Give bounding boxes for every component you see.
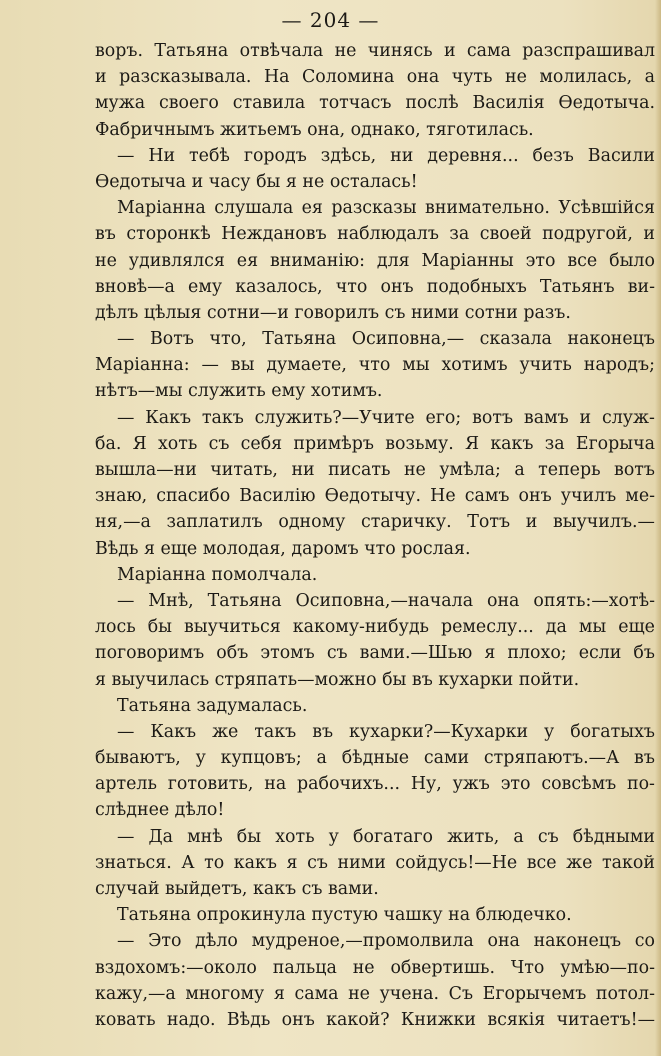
word: ме- bbox=[625, 486, 655, 507]
word: въ bbox=[312, 721, 334, 742]
text-line bbox=[95, 1007, 655, 1033]
text-line bbox=[95, 352, 655, 378]
word: — bbox=[117, 931, 135, 952]
text-line bbox=[95, 614, 655, 640]
word: съ bbox=[537, 826, 559, 847]
word: да bbox=[545, 617, 567, 638]
word: еще bbox=[618, 617, 655, 638]
word: ви- bbox=[627, 276, 655, 297]
word: лось bbox=[95, 617, 136, 638]
word: на bbox=[264, 774, 287, 795]
word: одному bbox=[278, 512, 346, 533]
word: вниманію: bbox=[269, 250, 365, 271]
word: Егорыча bbox=[575, 433, 655, 454]
text-line bbox=[95, 509, 655, 535]
word: деревня... bbox=[427, 145, 519, 166]
text-line bbox=[95, 562, 655, 588]
word: Маріанна bbox=[117, 198, 206, 219]
line-text: слѣднее дѣло! bbox=[95, 800, 225, 821]
word: такой bbox=[602, 852, 655, 873]
word: что bbox=[358, 355, 391, 376]
word: не bbox=[403, 460, 426, 480]
text-line bbox=[95, 536, 655, 562]
page-edge-shadow bbox=[655, 0, 661, 1056]
word: Какъ bbox=[145, 407, 192, 428]
word: пальца bbox=[272, 957, 337, 978]
word: Ну, bbox=[410, 774, 442, 795]
word: слушала bbox=[214, 198, 294, 219]
word: сказала bbox=[479, 329, 552, 350]
word: ковать bbox=[95, 1009, 156, 1030]
word: она bbox=[487, 931, 520, 952]
word: многому bbox=[185, 983, 265, 1004]
word: сама bbox=[466, 41, 511, 61]
word: учена. bbox=[379, 983, 440, 1004]
word: для bbox=[376, 250, 410, 271]
word: она bbox=[406, 67, 440, 88]
word: служить?—Учите bbox=[254, 407, 415, 428]
page-number: — 204 — bbox=[281, 8, 380, 32]
word: бѣдные bbox=[341, 748, 410, 769]
word: Ѳедотыча. bbox=[558, 93, 655, 114]
word: объ bbox=[216, 643, 249, 664]
word: ня,—а bbox=[95, 512, 151, 533]
word: писать bbox=[328, 460, 391, 480]
word: умѣю—по- bbox=[560, 957, 655, 978]
word: старичку. bbox=[361, 512, 452, 533]
text-line bbox=[95, 117, 655, 143]
word: Соломина bbox=[301, 67, 395, 88]
word: хоть bbox=[275, 826, 315, 847]
word: теперь bbox=[538, 460, 601, 480]
word: такъ bbox=[201, 407, 244, 428]
word: молилась, bbox=[539, 67, 633, 88]
line-text: Маріанна помолчала. bbox=[117, 564, 318, 585]
word: Книжки bbox=[400, 1009, 477, 1030]
word: — bbox=[117, 721, 135, 742]
word: ними bbox=[337, 852, 386, 873]
word: вы bbox=[230, 355, 255, 376]
word: это bbox=[500, 774, 531, 795]
word: примѣръ bbox=[293, 433, 374, 454]
word: у bbox=[544, 721, 555, 742]
text-line bbox=[95, 457, 655, 483]
word: ставила bbox=[232, 93, 306, 114]
word: кажу,—а bbox=[95, 983, 176, 1004]
word: наконецъ bbox=[567, 329, 655, 350]
word: воръ. bbox=[95, 41, 143, 61]
word: хоть bbox=[157, 433, 198, 454]
word: ни bbox=[291, 460, 315, 480]
word: самъ bbox=[464, 486, 510, 507]
word: богатыхъ bbox=[570, 721, 655, 742]
word: тотчасъ bbox=[319, 93, 392, 114]
word: Ни bbox=[148, 145, 176, 166]
word: — bbox=[201, 355, 219, 376]
word: умѣла; bbox=[439, 460, 501, 480]
word: бы bbox=[147, 617, 173, 638]
text-line bbox=[95, 221, 655, 247]
word: мнѣ bbox=[187, 826, 223, 847]
word: Татьяна bbox=[262, 329, 337, 350]
word: подругой, bbox=[542, 224, 633, 245]
word: сама bbox=[294, 983, 339, 1004]
word: бѣдными bbox=[572, 826, 655, 847]
word: — bbox=[117, 145, 135, 166]
text-line bbox=[95, 719, 655, 745]
word: сойдусь!—Не bbox=[395, 852, 518, 873]
word: Маріанны bbox=[421, 250, 514, 271]
word: Мнѣ, bbox=[148, 590, 194, 611]
word: На bbox=[263, 67, 290, 88]
word: и bbox=[643, 224, 655, 245]
line-text: случай выйдетъ, какъ съ вами. bbox=[95, 879, 379, 899]
word: купцовъ; bbox=[220, 748, 302, 769]
word: готовить, bbox=[167, 774, 254, 795]
word: не bbox=[348, 983, 370, 1004]
text-line bbox=[95, 378, 655, 404]
word: своей bbox=[479, 224, 532, 245]
word: же bbox=[566, 852, 593, 873]
word: у bbox=[328, 826, 339, 847]
text-line bbox=[95, 300, 655, 326]
text-line bbox=[95, 431, 655, 457]
line-text: нѣтъ—мы служить ему хотимъ. bbox=[95, 381, 383, 402]
text-line bbox=[95, 797, 655, 823]
word: тебѣ bbox=[189, 145, 230, 166]
word: чуть bbox=[451, 67, 493, 88]
word: казалось, bbox=[235, 276, 323, 297]
text-line bbox=[95, 588, 655, 614]
word: училъ bbox=[560, 486, 617, 507]
word: я bbox=[484, 643, 496, 664]
word: разсказы bbox=[331, 198, 417, 219]
word: все bbox=[526, 852, 557, 873]
word: Осиповна,— bbox=[351, 329, 465, 350]
word: у bbox=[195, 748, 206, 769]
word: Что bbox=[510, 957, 545, 978]
text-line bbox=[95, 824, 655, 850]
word: артель bbox=[95, 774, 157, 795]
word: вотъ bbox=[472, 407, 514, 428]
word: стряпаютъ.—А bbox=[483, 748, 620, 769]
word: чинясь bbox=[367, 41, 433, 61]
word: — bbox=[117, 329, 135, 350]
text-line bbox=[95, 876, 655, 902]
word: вамъ bbox=[523, 407, 569, 428]
word: рабочихъ... bbox=[297, 774, 401, 795]
word: вышла—ни bbox=[95, 460, 197, 480]
word: Я bbox=[132, 433, 147, 454]
word: мы bbox=[402, 355, 430, 376]
word: ея bbox=[236, 250, 259, 271]
word: Тотъ bbox=[467, 512, 511, 533]
line-text: Вѣдь я еще молодая, даромъ что рослая. bbox=[95, 538, 471, 559]
word: Васили bbox=[587, 145, 655, 166]
word: за bbox=[449, 224, 470, 245]
word: ни bbox=[390, 145, 414, 166]
word: а bbox=[644, 67, 655, 88]
word: въ bbox=[634, 748, 655, 769]
text-line bbox=[95, 850, 655, 876]
word: внимательно. bbox=[425, 198, 550, 219]
word: городъ bbox=[243, 145, 307, 166]
word: знаю, bbox=[95, 486, 148, 507]
word: разспрашивал bbox=[522, 41, 655, 61]
word: здѣсь, bbox=[320, 145, 377, 166]
word: мудреное,—промолвила bbox=[251, 931, 474, 952]
word: Вѣдь bbox=[226, 1009, 271, 1030]
word: по- bbox=[626, 774, 655, 795]
word: послѣ bbox=[405, 93, 459, 114]
word: удивлялся bbox=[128, 250, 225, 271]
word: себя bbox=[240, 433, 283, 454]
word: сторонкѣ bbox=[126, 224, 211, 245]
word: учить bbox=[519, 355, 572, 376]
word: наблюдалъ bbox=[337, 224, 439, 245]
word: Усѣвшійся bbox=[558, 198, 655, 219]
word: А bbox=[181, 852, 195, 873]
text-line bbox=[95, 981, 655, 1007]
word: кухарки?—Кухарки bbox=[349, 721, 529, 742]
word: Какъ bbox=[150, 721, 197, 742]
word: заплатилъ bbox=[166, 512, 263, 533]
word: съ bbox=[326, 643, 348, 664]
word: вновѣ—а bbox=[95, 276, 175, 297]
word: своего bbox=[158, 93, 219, 114]
word: отвѣчала bbox=[239, 41, 324, 61]
word: какой? bbox=[326, 1009, 390, 1030]
word: выучиться bbox=[183, 617, 281, 638]
word: сами bbox=[423, 748, 470, 769]
word: — bbox=[117, 826, 135, 847]
word: Съ bbox=[448, 983, 474, 1004]
word: то bbox=[204, 852, 225, 873]
word: я bbox=[273, 983, 285, 1004]
line-text: я выучилась стряпать—можно бы въ кухарки пойти. bbox=[95, 669, 580, 690]
text-line bbox=[95, 745, 655, 771]
word: все bbox=[567, 250, 598, 271]
word: за bbox=[544, 433, 565, 454]
word: разсказывала. bbox=[119, 67, 252, 88]
line-text: Татьяна опрокинула пустую чашку на блюдечко. bbox=[117, 905, 572, 926]
word: думаете, bbox=[266, 355, 347, 376]
word: же bbox=[212, 721, 239, 742]
word: что, bbox=[209, 329, 247, 350]
text-line bbox=[95, 693, 655, 719]
word: Егорычемъ bbox=[482, 983, 587, 1004]
word: дѣло bbox=[195, 931, 238, 952]
word: Маріанна: bbox=[95, 355, 190, 376]
word: со bbox=[634, 931, 655, 952]
line-text: Фабричнымъ житьемъ она, однако, тяготилась. bbox=[95, 119, 534, 140]
word: и bbox=[443, 41, 456, 61]
word: Татьяна bbox=[154, 41, 229, 61]
word: онъ bbox=[281, 1009, 315, 1030]
word: знаться. bbox=[95, 852, 172, 873]
text-line bbox=[95, 640, 655, 666]
word: и bbox=[579, 407, 592, 428]
word: такъ bbox=[254, 721, 297, 742]
word: Василію bbox=[239, 486, 316, 507]
line-text: Татьяна задумалась. bbox=[117, 695, 308, 716]
word: Неждановъ bbox=[221, 224, 327, 245]
word: не bbox=[352, 957, 375, 978]
text-line bbox=[95, 955, 655, 981]
word: Ѳедотычу. bbox=[324, 486, 422, 507]
word: ба. bbox=[95, 433, 122, 454]
word: Вотъ bbox=[149, 329, 194, 350]
word: читать, bbox=[210, 460, 278, 480]
word: она bbox=[487, 590, 520, 611]
word: а bbox=[513, 826, 524, 847]
word: не bbox=[334, 41, 357, 61]
word: выучилъ.— bbox=[552, 512, 655, 533]
word: не bbox=[95, 250, 117, 271]
word: опять:—хотѣ- bbox=[533, 590, 655, 611]
word: ужъ bbox=[452, 774, 490, 795]
word: возьму. bbox=[385, 433, 454, 454]
word: съ bbox=[307, 852, 328, 873]
word: — bbox=[117, 407, 135, 428]
word: наконецъ bbox=[533, 931, 622, 952]
word: совсѣмъ bbox=[541, 774, 617, 795]
word: а bbox=[514, 460, 525, 480]
word: съ bbox=[208, 433, 230, 454]
word: читаетъ!— bbox=[556, 1009, 655, 1030]
word: а bbox=[316, 748, 327, 769]
word: ремеслу... bbox=[440, 617, 534, 638]
word: богатаго bbox=[353, 826, 433, 847]
text-line bbox=[95, 928, 655, 954]
text-line bbox=[95, 38, 655, 64]
word: его; bbox=[425, 407, 462, 428]
word: и bbox=[95, 67, 107, 88]
word: какъ bbox=[490, 433, 534, 454]
word: онъ bbox=[380, 276, 414, 297]
word: какому-нибудь bbox=[292, 617, 429, 638]
word: обвертишь. bbox=[390, 957, 495, 978]
word: Да bbox=[148, 826, 173, 847]
word: Татьянъ bbox=[539, 276, 615, 297]
word: если bbox=[578, 643, 622, 664]
word: спасибо bbox=[156, 486, 231, 507]
word: мужа bbox=[95, 93, 146, 114]
word: вздохомъ:—около bbox=[95, 957, 257, 978]
line-text: дѣлъ цѣлыя сотни—и говорилъ съ ними сотни разъ. bbox=[95, 302, 571, 323]
text-line bbox=[95, 667, 655, 693]
word: въ bbox=[95, 224, 116, 245]
text-body bbox=[95, 38, 655, 1033]
word: и bbox=[525, 512, 538, 533]
word: всякія bbox=[487, 1009, 546, 1030]
word: вами.—Шью bbox=[359, 643, 473, 664]
word: подобныхъ bbox=[426, 276, 527, 297]
text-line bbox=[95, 248, 655, 274]
word: какъ bbox=[233, 852, 277, 873]
word: потол- bbox=[595, 983, 655, 1004]
word: народъ; bbox=[583, 355, 655, 376]
word: хотимъ bbox=[441, 355, 508, 376]
text-line bbox=[95, 326, 655, 352]
word: Это bbox=[148, 931, 182, 952]
text-line bbox=[95, 902, 655, 928]
word: мы bbox=[578, 617, 607, 638]
line-text: Ѳедотыча и часу бы я не осталась! bbox=[95, 171, 418, 192]
word: служ- bbox=[602, 407, 655, 428]
word: вотъ bbox=[614, 460, 655, 480]
text-line bbox=[95, 483, 655, 509]
word: бъ bbox=[633, 643, 655, 664]
word: Осиповна,—начала bbox=[295, 590, 474, 611]
word: плохо; bbox=[507, 643, 567, 664]
word: поговоримъ bbox=[95, 643, 205, 664]
word: жить, bbox=[447, 826, 500, 847]
word: онъ bbox=[518, 486, 552, 507]
word: безъ bbox=[532, 145, 574, 166]
text-line bbox=[95, 405, 655, 431]
text-line bbox=[95, 169, 655, 195]
text-line bbox=[95, 64, 655, 90]
word: не bbox=[505, 67, 527, 88]
word: ему bbox=[188, 276, 223, 297]
word: Не bbox=[430, 486, 456, 507]
text-line bbox=[95, 274, 655, 300]
word: Татьяна bbox=[207, 590, 282, 611]
text-line bbox=[95, 771, 655, 797]
word: бываютъ, bbox=[95, 748, 181, 769]
text-line bbox=[95, 90, 655, 116]
text-line bbox=[95, 195, 655, 221]
word: я bbox=[286, 852, 298, 873]
word: что bbox=[335, 276, 368, 297]
word: Я bbox=[465, 433, 480, 454]
word: этомъ bbox=[260, 643, 315, 664]
word: — bbox=[117, 590, 135, 611]
word: надо. bbox=[166, 1009, 216, 1030]
word: бы bbox=[236, 826, 262, 847]
word: Василія bbox=[472, 93, 545, 114]
word: ея bbox=[301, 198, 323, 219]
text-line bbox=[95, 143, 655, 169]
word: было bbox=[609, 250, 655, 271]
word: это bbox=[525, 250, 556, 271]
